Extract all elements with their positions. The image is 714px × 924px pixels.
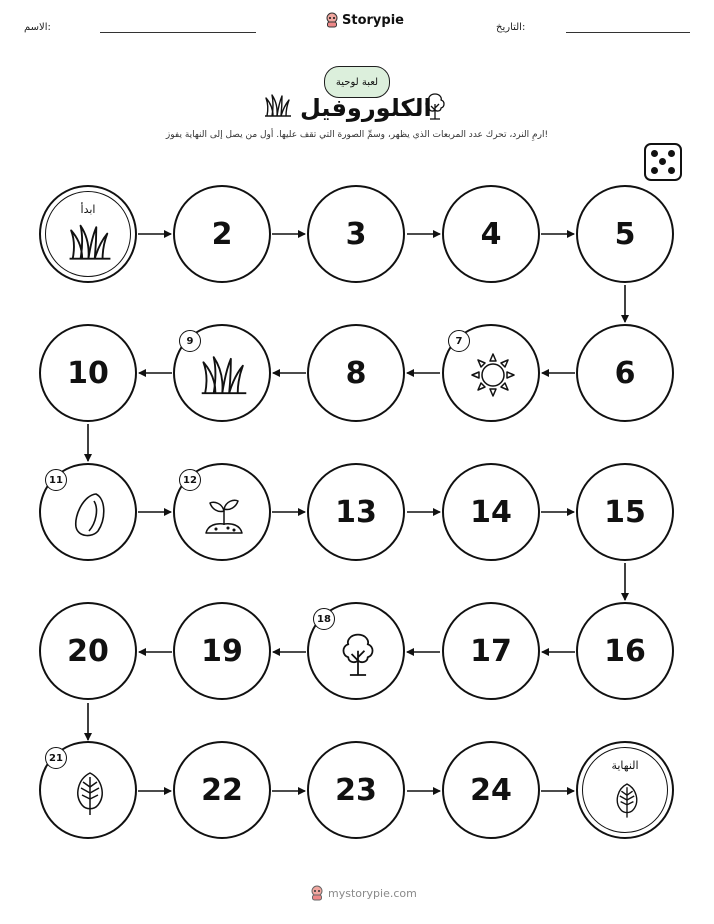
board-square-12[interactable] bbox=[173, 463, 271, 561]
storypie-mascot-icon bbox=[310, 885, 324, 901]
square-number: 24 bbox=[470, 772, 512, 808]
board-square-3[interactable] bbox=[307, 185, 405, 283]
board-square-10[interactable] bbox=[39, 324, 137, 422]
instructions: ارمِ النرد، تحرك عدد المربعات الذي يظهر، وسمِّ الصورة التي تقف عليها. أول من يصل إلى النهاية يفوز! bbox=[165, 130, 549, 140]
square-number: 8 bbox=[345, 355, 367, 391]
game-type-badge: لعبة لوحية bbox=[324, 66, 390, 98]
square-number: 6 bbox=[614, 355, 636, 391]
board-square-15[interactable] bbox=[576, 463, 674, 561]
sun-icon bbox=[469, 351, 517, 399]
square-number: 3 bbox=[345, 216, 367, 252]
square-number: 22 bbox=[201, 772, 243, 808]
finish-label: النهاية bbox=[611, 759, 639, 772]
square-number: 5 bbox=[614, 216, 636, 252]
square-number-badge: 7 bbox=[448, 330, 470, 352]
leaf-icon bbox=[611, 779, 643, 821]
square-number: 10 bbox=[67, 355, 109, 391]
square-number: 19 bbox=[201, 633, 243, 669]
start-square[interactable] bbox=[39, 185, 137, 283]
footer bbox=[310, 885, 417, 901]
board-square-13[interactable] bbox=[307, 463, 405, 561]
grass-icon bbox=[200, 354, 248, 398]
square-number: 14 bbox=[470, 494, 512, 530]
board-square-24[interactable] bbox=[442, 741, 540, 839]
square-number: 13 bbox=[335, 494, 377, 530]
board-square-6[interactable] bbox=[576, 324, 674, 422]
board-square-4[interactable] bbox=[442, 185, 540, 283]
tree-icon bbox=[337, 630, 379, 678]
footer-site[interactable]: mystorypie.com bbox=[328, 886, 417, 900]
square-number: 2 bbox=[211, 216, 233, 252]
board-square-2[interactable] bbox=[173, 185, 271, 283]
board-square-16[interactable] bbox=[576, 602, 674, 700]
board-square-8[interactable] bbox=[307, 324, 405, 422]
page-title: الكلوروفيل bbox=[300, 94, 432, 122]
square-number-badge: 21 bbox=[45, 747, 67, 769]
square-number: 17 bbox=[470, 633, 512, 669]
square-number-badge: 18 bbox=[313, 608, 335, 630]
square-number: 16 bbox=[604, 633, 646, 669]
square-number-badge: 9 bbox=[179, 330, 201, 352]
board-square-7[interactable] bbox=[442, 324, 540, 422]
square-number: 15 bbox=[604, 494, 646, 530]
board-square-21[interactable] bbox=[39, 741, 137, 839]
board-square-5[interactable] bbox=[576, 185, 674, 283]
sprout-icon bbox=[202, 493, 246, 537]
board-square-19[interactable] bbox=[173, 602, 271, 700]
start-label: ابدأ bbox=[80, 203, 96, 216]
board-square-17[interactable] bbox=[442, 602, 540, 700]
square-number: 20 bbox=[67, 633, 109, 669]
board-square-14[interactable] bbox=[442, 463, 540, 561]
board-square-23[interactable] bbox=[307, 741, 405, 839]
square-number: 4 bbox=[480, 216, 502, 252]
board-square-11[interactable] bbox=[39, 463, 137, 561]
square-number-badge: 11 bbox=[45, 469, 67, 491]
square-number: 23 bbox=[335, 772, 377, 808]
date-label: التاريخ: bbox=[496, 22, 526, 33]
brand-name: Storypie bbox=[342, 12, 404, 28]
square-number-badge: 12 bbox=[179, 469, 201, 491]
board-square-20[interactable] bbox=[39, 602, 137, 700]
grass-icon bbox=[68, 223, 112, 263]
name-label: الاسم: bbox=[24, 22, 51, 33]
seed-icon bbox=[70, 491, 110, 539]
finish-square[interactable] bbox=[576, 741, 674, 839]
board-square-22[interactable] bbox=[173, 741, 271, 839]
leaf-icon bbox=[70, 769, 110, 817]
board-square-18[interactable] bbox=[307, 602, 405, 700]
board-square-9[interactable] bbox=[173, 324, 271, 422]
